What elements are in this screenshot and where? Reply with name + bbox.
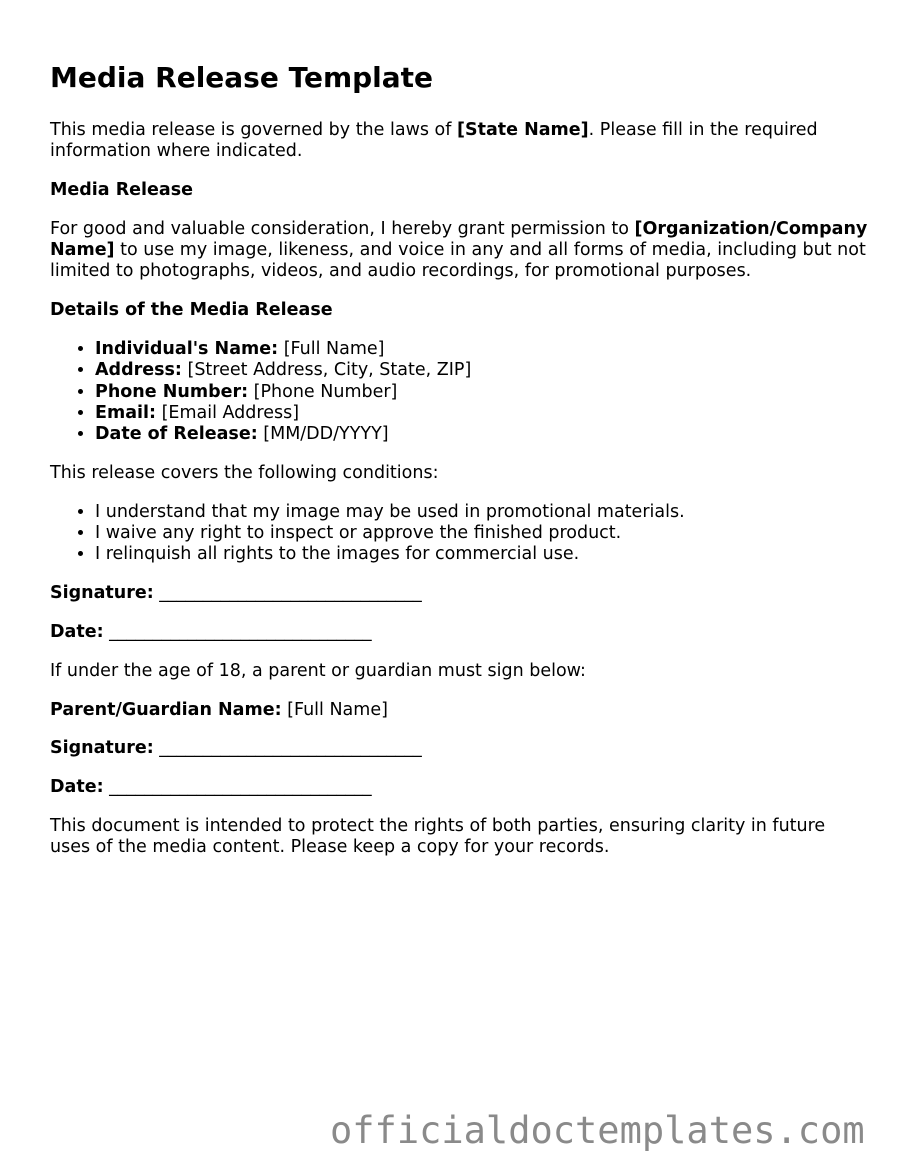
site-watermark: officialdoctemplates.com [330,1109,865,1152]
condition-item: • I relinquish all rights to the images for commercial use. [95,544,870,565]
detail-item-individual-name [95,339,870,360]
date-label: Date: [50,622,104,643]
detail-item-phone [95,382,870,403]
media-release-text-before: For good and valuable consideration, I hereby grant permission to [50,218,635,239]
detail-value: [MM/DD/YYYY] [257,424,389,445]
conditions-list [50,502,870,566]
date-blank: ______________________________ [103,622,372,643]
detail-item-address [95,360,870,381]
signature-blank: ______________________________ [153,583,422,604]
state-name-placeholder: [State Name] [457,120,589,140]
detail-label: Date of Release: [95,424,258,445]
condition-item: • I understand that my image may be used in promotional materials. [95,502,870,523]
media-release-paragraph [50,219,870,283]
detail-value: [Street Address, City, State, ZIP] [181,360,472,381]
document-page [50,58,870,876]
signature-line [50,583,870,604]
condition-item: • I waive any right to inspect or approve the finished product. [95,523,870,544]
guardian-name-label: Parent/Guardian Name: [50,699,282,720]
date-line [50,622,870,643]
organization-placeholder: [Organization/Company Name] [50,218,868,261]
signature-label: Signature: [50,583,154,604]
guardian-name-line [50,700,870,721]
details-heading: Details of the Media Release [50,300,333,321]
guardian-date-line [50,777,870,798]
guardian-signature-blank: ______________________________ [153,738,422,759]
media-release-text-after: to use my image, likeness, and voice in any and all forms of media, including but not limited to photographs, videos, and audio recordings, for promotional purposes. [50,240,866,282]
guardian-signature-label: Signature: [50,738,154,759]
guardian-date-label: Date: [50,777,104,798]
detail-label: Address: [95,360,182,381]
detail-value: [Full Name] [278,339,385,360]
detail-value: [Email Address] [156,402,300,423]
detail-label: Email: [95,402,156,423]
detail-item-email [95,403,870,424]
closing-paragraph: This document is intended to protect the rights of both parties, ensuring clarity in future uses of the media content. Please keep a copy for your records. [50,816,826,858]
guardian-signature-line [50,738,870,759]
media-release-heading: Media Release [50,180,194,201]
guardian-intro: If under the age of 18, a parent or guardian must sign below: [50,660,586,681]
intro-text-after: . Please fill in the required information where indicated. [50,120,818,162]
document-title: Media Release Template [50,61,434,94]
intro-paragraph [50,120,870,163]
intro-text-before: This media release is governed by the laws of [50,120,457,140]
guardian-date-blank: ______________________________ [103,777,372,798]
details-list [50,339,870,445]
guardian-name-value: [Full Name] [281,699,388,720]
conditions-intro: This release covers the following conditions: [50,463,439,484]
detail-item-date-of-release [95,424,870,445]
detail-value: [Phone Number] [248,381,398,402]
detail-label: Phone Number: [95,381,249,402]
detail-label: Individual's Name: [95,339,279,360]
